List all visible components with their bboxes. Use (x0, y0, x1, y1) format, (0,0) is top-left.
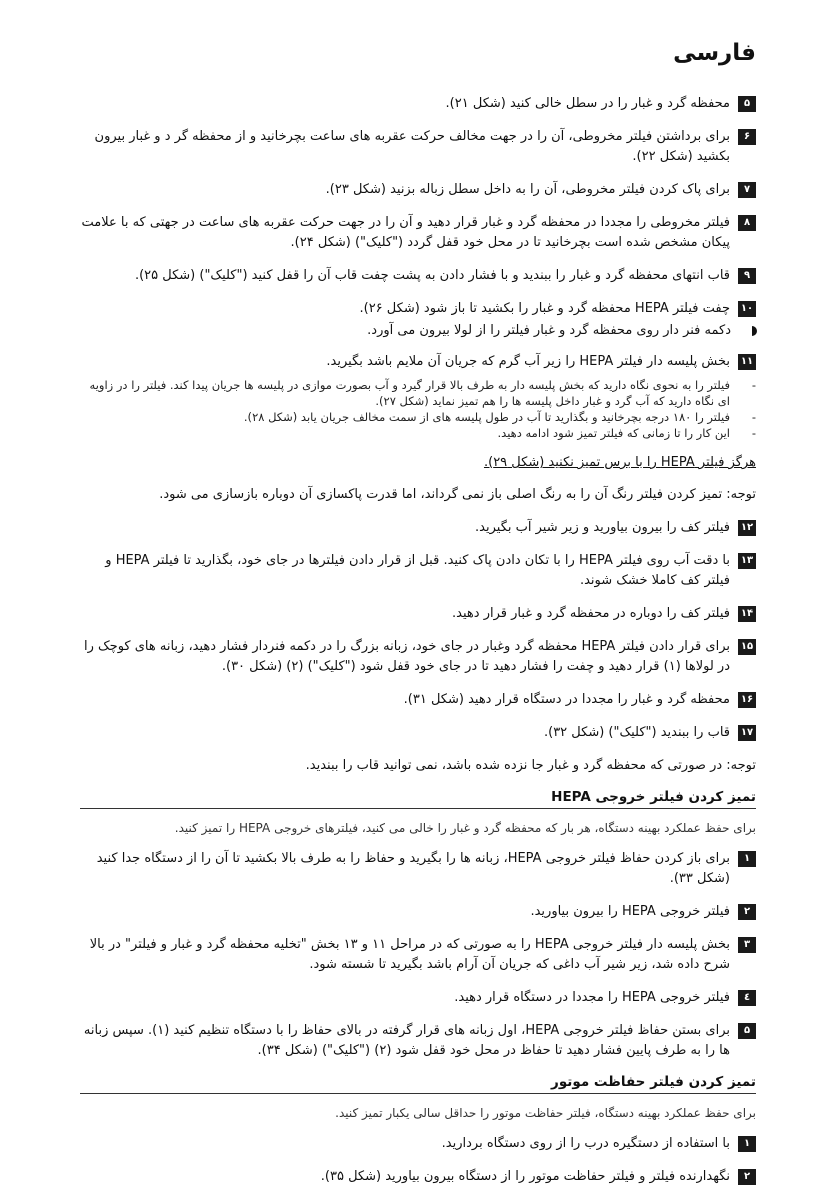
step-number: ٤ (738, 990, 756, 1006)
step-7 (80, 180, 756, 200)
step-11-substeps (80, 377, 756, 441)
step-11 (80, 352, 756, 372)
step-text: فیلتر خروجی HEPA را بیرون بیاورید. (530, 904, 730, 919)
warning-text: هرگز فیلتر HEPA را با برس تمیز نکنید (شکل ۲۹). (483, 455, 756, 470)
substep (80, 425, 756, 441)
step-10-note (80, 322, 756, 340)
hepa-step-4 (80, 988, 756, 1008)
step-number: ۶ (738, 129, 756, 145)
page-title: فارسی (673, 40, 756, 66)
step-number: ۳ (738, 937, 756, 953)
step-number: ۱۱ (738, 354, 756, 370)
dash-icon: - (751, 410, 756, 424)
note-cleaning: توجه: تمیز کردن فیلتر رنگ آن را به رنگ اصلی باز نمی گرداند، اما قدرت پاکسازی آن دوباره بازسازی می شود. (159, 487, 756, 502)
step-text: با استفاده از دستگیره درب را از روی دستگاه بردارید. (441, 1136, 730, 1151)
section-intro-motor: برای حفظ عملکرد بهینه دستگاه، فیلتر حفاظت موتور را حداقل سالی یکبار تمیز کنید. (335, 1106, 756, 1120)
hepa-step-3 (80, 935, 756, 975)
step-5 (80, 94, 756, 114)
step-9 (80, 266, 756, 286)
dash-icon: - (751, 426, 756, 440)
step-16 (80, 690, 756, 710)
step-text: فیلتر خروجی HEPA را مجددا در دستگاه قرار دهید. (454, 990, 730, 1005)
step-text: برای باز کردن حفاظ فیلتر خروجی HEPA، زبانه ها را بگیرید و حفاظ را به طرف بالا بکشید تا آن را از دستگاه جدا کنید (شکل ۳۳). (96, 851, 730, 886)
substep-text: فیلتر را به نحوی نگاه دارید که بخش پلیسه دار به طرف بالا قرار گیرد و آب بصورت موازی در پلیسه ها جریان پیدا کند. فیلتر را در زاویه ای نگاه دارید که آب گرد و غبار داخل پلیسه ها را هم تمیز نماید (شکل ۲۷). (89, 378, 730, 408)
step-number: ۱۵ (738, 639, 756, 655)
note-text: دکمه فنر دار روی محفظه گرد و غبار فیلتر را از لولا بیرون می آورد. (367, 323, 731, 338)
motor-step-2 (80, 1167, 756, 1187)
step-text: قاب انتهای محفظه گرد و غبار را ببندید و با فشار دادن به پشت چفت قاب آن را قفل کنید ("کلیک") (شکل ۲۵). (134, 268, 730, 283)
step-text: برای قرار دادن فیلتر HEPA محفظه گرد وغبار در جای خود، زبانه بزرگ را در دکمه فنردار فشار دهید، زبانه های کوچک را در لولاها (۱) قرار دهید و چفت را فشار دهید تا در جای خود قفل شود ("کلیک") (۲) (شکل ۳۰). (84, 639, 730, 674)
step-8 (80, 213, 756, 253)
step-number: ۱۶ (738, 692, 756, 708)
step-text: محفظه گرد و غبار را مجددا در دستگاه قرار دهید (شکل ۳۱). (403, 692, 730, 707)
step-number: ۲ (738, 904, 756, 920)
manual-page (80, 38, 756, 1200)
substep-text: فیلتر را ۱۸۰ درجه بچرخانید و بگذارید تا آب در طول پلیسه های از سمت مخالف جریان یابد (شکل ۲۸). (243, 410, 730, 424)
step-text: نگهدارنده فیلتر و فیلتر حفاظت موتور را از دستگاه بیرون بیاورید (شکل ۳۵). (320, 1169, 730, 1184)
step-number: ۵ (738, 1023, 756, 1039)
step-number: ۱ (738, 1136, 756, 1152)
substep (80, 377, 756, 409)
step-number: ۱ (738, 851, 756, 867)
step-14 (80, 604, 756, 624)
half-circle-icon (747, 326, 757, 336)
hepa-step-5 (80, 1021, 756, 1061)
section-title-hepa: تمیز کردن فیلتر خروجی HEPA (80, 789, 756, 809)
step-number: ۱۲ (738, 520, 756, 536)
dash-icon: - (751, 378, 756, 392)
section-title-motor: تمیز کردن فیلتر حفاظت موتور (80, 1074, 756, 1094)
step-10 (80, 299, 756, 319)
step-number: ۱۰ (738, 301, 756, 317)
step-13 (80, 551, 756, 591)
step-number: ۹ (738, 268, 756, 284)
step-number: ۱۴ (738, 606, 756, 622)
step-text: بخش پلیسه دار فیلتر خروجی HEPA را به صورتی که در مراحل ۱۱ و ۱۳ بخش "تخلیه محفظه گرد و غبار و فیلتر" در بالا شرح داده شد، زیر شیر آب داغی که جریان آن آرام باشد بگیرید تا شسته شود. (89, 937, 730, 972)
section-intro-hepa: برای حفظ عملکرد بهینه دستگاه، هر بار که محفظه گرد و غبار را خالی می کنید، فیلترهای خروجی HEPA را تمیز کنید. (174, 821, 756, 835)
step-text: چفت فیلتر HEPA محفظه گرد و غبار را بکشید تا باز شود (شکل ۲۶). (359, 301, 730, 316)
substep-text: این کار را تا زمانی که فیلتر تمیز شود ادامه دهید. (497, 426, 730, 440)
step-12 (80, 518, 756, 538)
step-number: ۱۳ (738, 553, 756, 569)
step-text: فیلتر مخروطی را مجددا در محفظه گرد و غبار قرار دهید و آن را در جهت حرکت عقربه های ساعت در جهتی که با علامت پیکان مشخص شده است بچرخانید تا در محل خود قفل گردد ("کلیک") (شکل ۲۴). (81, 215, 730, 250)
step-number: ۷ (738, 182, 756, 198)
hepa-step-2 (80, 902, 756, 922)
step-15 (80, 637, 756, 677)
step-text: با دقت آب روی فیلتر HEPA را با تکان دادن پاک کنید. قبل از قرار دادن فیلترها در جای خود، بگذارید تا فیلتر HEPA و فیلتر کف کاملا خشک شوند. (105, 553, 730, 588)
hepa-step-1 (80, 849, 756, 889)
step-text: فیلتر کف را بیرون بیاورید و زیر شیر آب بگیرید. (475, 520, 730, 535)
step-text: برای برداشتن فیلتر مخروطی، آن را در جهت مخالف حرکت عقربه های ساعت بچرخانید و از محفظه گر د و غبار بیرون بکشید (شکل ۲۲). (94, 129, 730, 164)
step-text: بخش پلیسه دار فیلتر HEPA را زیر آب گرم که جریان آن ملایم باشد بگیرید. (326, 354, 730, 369)
step-number: ۸ (738, 215, 756, 231)
step-number: ۲ (738, 1169, 756, 1185)
step-17 (80, 723, 756, 743)
step-text: برای بستن حفاظ فیلتر خروجی HEPA، اول زبانه های قرار گرفته در بالای حفاظ را با دستگاه تنظیم کنید (۱). سپس زبانه ها را به طرف پایین فشار دهید تا حفاظ در محل خود قفل شود (۲) ("کلیک") (شکل ۳۴). (83, 1023, 730, 1058)
note-lid: توجه: در صورتی که محفظه گرد و غبار جا نزده شده باشد، نمی توانید قاب را ببندید. (305, 758, 756, 773)
step-number: ۵ (738, 96, 756, 112)
step-6 (80, 127, 756, 167)
step-text: فیلتر کف را دوباره در محفظه گرد و غبار قرار دهید. (452, 606, 730, 621)
step-number: ۱۷ (738, 725, 756, 741)
step-text: قاب را ببندید ("کلیک") (شکل ۳۲). (543, 725, 730, 740)
substep (80, 409, 756, 425)
step-text: محفظه گرد و غبار را در سطل خالی کنید (شکل ۲۱). (445, 96, 730, 111)
motor-step-1 (80, 1134, 756, 1154)
step-text: برای پاک کردن فیلتر مخروطی، آن را به داخل سطل زباله بزنید (شکل ۲۳). (325, 182, 730, 197)
